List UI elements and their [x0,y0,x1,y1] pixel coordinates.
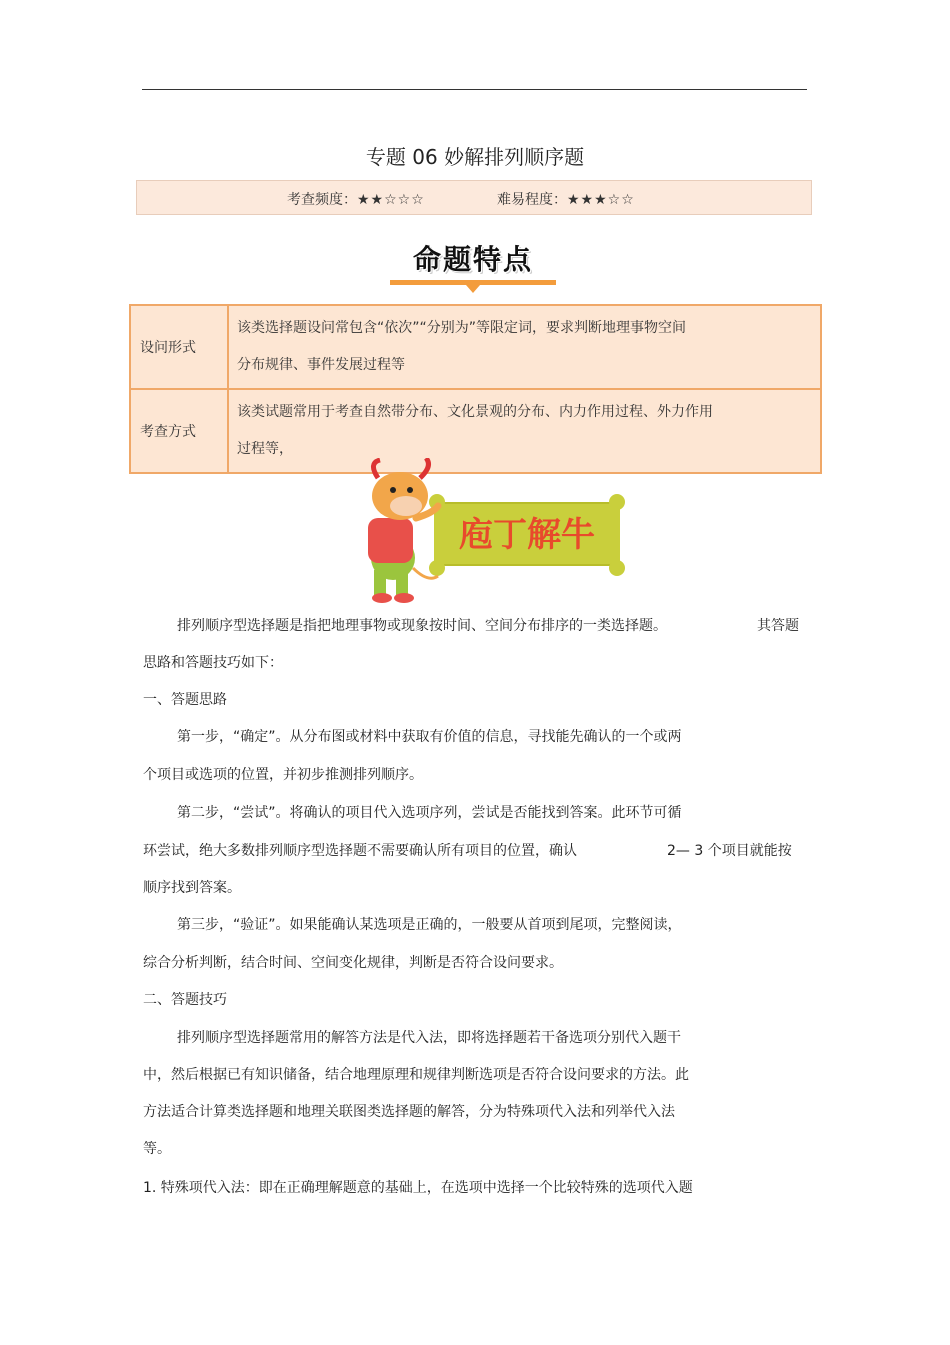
section-heading: 二、答题技巧 [143,992,227,1008]
section-banner-pointer [466,285,480,293]
body-line: 第三步，“验证”。如果能确认某选项是正确的，一般要从首项到尾项，完整阅读， [177,917,682,933]
section-banner [390,236,556,296]
row-value: 该类试题常用于考查自然带分布、文化景观的分布、内力作用过程、外力作用 过程等， [228,389,821,473]
body-line: 中，然后根据已有知识储备，结合地理原理和规律判断选项是否符合设问要求的方法。此 [143,1067,689,1083]
row-label: 考查方式 [130,389,228,473]
body-line: 环尝试，绝大多数排列顺序型选择题不需要确认所有项目的位置，确认 2— 3 个项目就能按 [143,843,792,859]
section-heading: 一、答题思路 [143,692,227,708]
difficulty-rating: 难易程度：★★★☆☆ [497,192,635,208]
question-features-table [129,304,822,474]
body-line: 第一步，“确定”。从分布图或材料中获取有价值的信息，寻找能先确认的一个或两 [177,729,682,745]
body-line: 排列顺序型选择题常用的解答方法是代入法，即将选择题若干备选项分别代入题干 [177,1030,681,1046]
body-paragraph: 排列顺序型选择题是指把地理事物或现象按时间、空间分布排序的一类选择题。 其答题 [177,618,799,634]
mascot-illustration [338,458,633,608]
body-line: 顺序找到答案。 [143,880,241,896]
sign-text: 庖丁解牛 [459,515,595,555]
section-banner-title: 命题特点 [412,243,533,276]
frequency-difficulty-bar [136,180,812,215]
frequency-rating: 考查频度：★★☆☆☆ [287,192,425,208]
header-rule [142,89,807,90]
body-line: 等。 [143,1141,171,1157]
table-row [130,305,821,389]
body-line: 方法适合计算类选择题和地理关联图类选择题的解答，分为特殊项代入法和列举代入法 [143,1104,675,1120]
body-line: 综合分析判断，结合时间、空间变化规律，判断是否符合设问要求。 [143,955,563,971]
row-label: 设问形式 [130,305,228,389]
body-line: 第二步，“尝试”。将确认的项目代入选项序列，尝试是否能找到答案。此环节可循 [177,805,682,821]
page-title: 专题 06 妙解排列顺序题 [365,145,585,169]
body-line: 1. 特殊项代入法：即在正确理解题意的基础上，在选项中选择一个比较特殊的选项代入题 [143,1180,693,1196]
body-line: 个项目或选项的位置，并初步推测排列顺序。 [143,767,423,783]
sign-scroll [429,494,625,576]
difficulty-stars: ★★★☆☆ [567,192,635,208]
row-value: 该类选择题设问常包含“依次”“分别为”等限定词，要求判断地理事物空间 分布规律、事件发展过程等 [228,305,821,389]
bull-figure [368,458,438,603]
frequency-stars: ★★☆☆☆ [357,192,425,208]
body-line: 思路和答题技巧如下： [143,655,283,671]
